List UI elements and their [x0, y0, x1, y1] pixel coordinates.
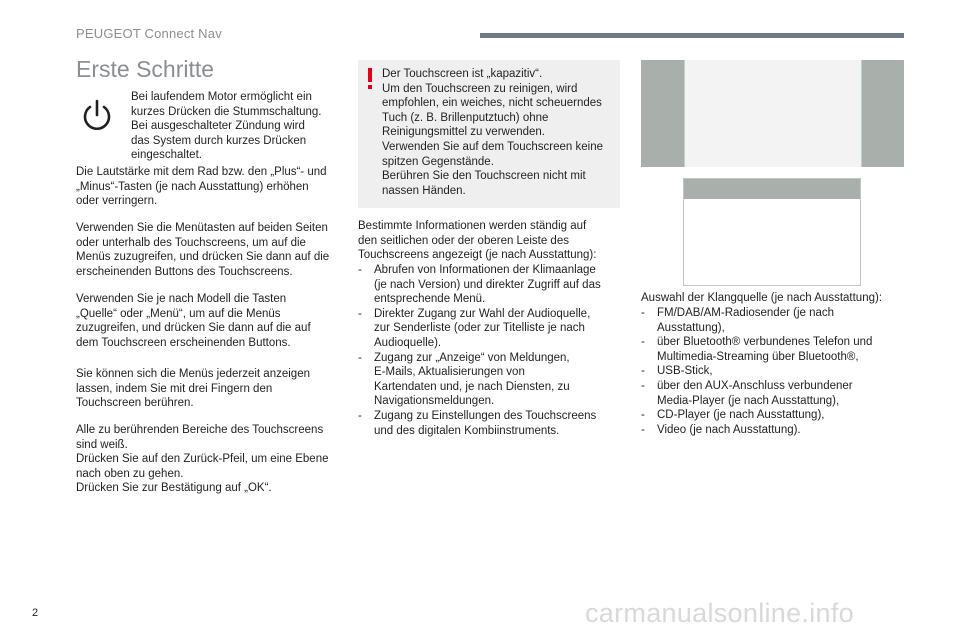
paragraph-volume: Die Lautstärke mit dem Rad bzw. den „Plus“- und „Minus“-Tasten (je nach Ausstattung) erhöhen oder verringern.	[76, 166, 327, 208]
list-item: - Zugang zur „Anzeige“ von Meldungen, E-Mails, Aktualisierungen von Kartendaten und, je nach Diensten, zu Navigationsmeldungen.	[358, 351, 628, 409]
list-item: - CD-Player (je nach Ausstattung),	[641, 408, 911, 423]
list-item: - Abrufen von Informationen der Klimaanlage (je nach Version) und direkter Zugriff auf das entsprechende Menü.	[358, 263, 628, 307]
paragraph-source-menu: Verwenden Sie je nach Modell die Tasten „Quelle“ oder „Menü“, um auf die Menüs zuzugreifen, und drücken Sie dann auf die auf dem Touchscreen erscheinenden Buttons.	[76, 293, 311, 349]
paragraph-three-fingers: Sie können sich die Menüs jederzeit anzeigen lassen, indem Sie mit drei Fingern den Touchscreen berühren.	[76, 368, 310, 410]
paragraph-menu-keys: Verwenden Sie die Menütasten auf beiden Seiten oder unterhalb des Touchscreens, um auf die Menüs zuzugreifen, und drücken Sie dann auf die erscheinenden Buttons des Touchscreens.	[76, 222, 330, 278]
info-list	[358, 263, 628, 438]
power-icon	[80, 98, 114, 134]
touchscreen-image-top	[641, 60, 904, 167]
page-header-title: PEUGEOT Connect Nav	[76, 26, 222, 41]
list-item: - Video (je nach Ausstattung).	[641, 423, 911, 438]
warning-icon	[366, 68, 374, 90]
list-item: - USB-Stick,	[641, 364, 911, 379]
note-text: Der Touchscreen ist „kapazitiv“. Um den Touchscreen zu reinigen, wird empfohlen, ein weiches, nicht scheuerndes Tuch (z. B. Brillenputztuch) ohne Reinigungsmittel zu verwenden. Verwenden Sie auf dem Touchscreen keine spitzen Gegenstände. Berühren Sie den Touchscreen nicht mit nassen Händen.	[382, 68, 603, 197]
page-header-bar	[480, 33, 904, 38]
list-item: - Direkter Zugang zur Wahl der Audioquelle, zur Senderliste (oder zur Titelliste je nach Audioquelle).	[358, 307, 628, 351]
sound-source-intro: Auswahl der Klangquelle (je nach Ausstattung):	[641, 292, 883, 304]
page-number: 2	[32, 607, 39, 619]
list-item: - Zugang zu Einstellungen des Touchscreens und des digitalen Kombiinstruments.	[358, 409, 628, 438]
list-item: - FM/DAB/AM-Radiosender (je nach Ausstattung),	[641, 306, 911, 335]
list-item: - über Bluetooth® verbundenes Telefon und Multimedia-Streaming über Bluetooth®,	[641, 335, 911, 364]
watermark: carmanualsonline.info	[585, 598, 854, 628]
info-intro: Bestimmte Informationen werden ständig auf den seitlichen oder der oberen Leiste des Touchscreens angezeigt (je nach Ausstattung):	[358, 220, 597, 262]
section-title: Erste Schritte	[76, 56, 215, 82]
sound-source-list	[641, 306, 911, 437]
touchscreen-image-bottom	[683, 178, 861, 286]
list-item: - über den AUX-Anschluss verbundener Media-Player (je nach Ausstattung),	[641, 379, 911, 408]
power-button-description: Bei laufendem Motor ermöglicht ein kurzes Drücken die Stummschaltung. Bei ausgeschalteter Zündung wird das System durch kurzes Drücken eingeschaltet.	[131, 91, 322, 162]
paragraph-touch-areas: Alle zu berührenden Bereiche des Touchscreens sind weiß. Drücken Sie auf den Zurück-Pfeil, um eine Ebene nach oben zu gehen. Drücken Sie zur Bestätigung auf „OK“.	[76, 424, 329, 495]
